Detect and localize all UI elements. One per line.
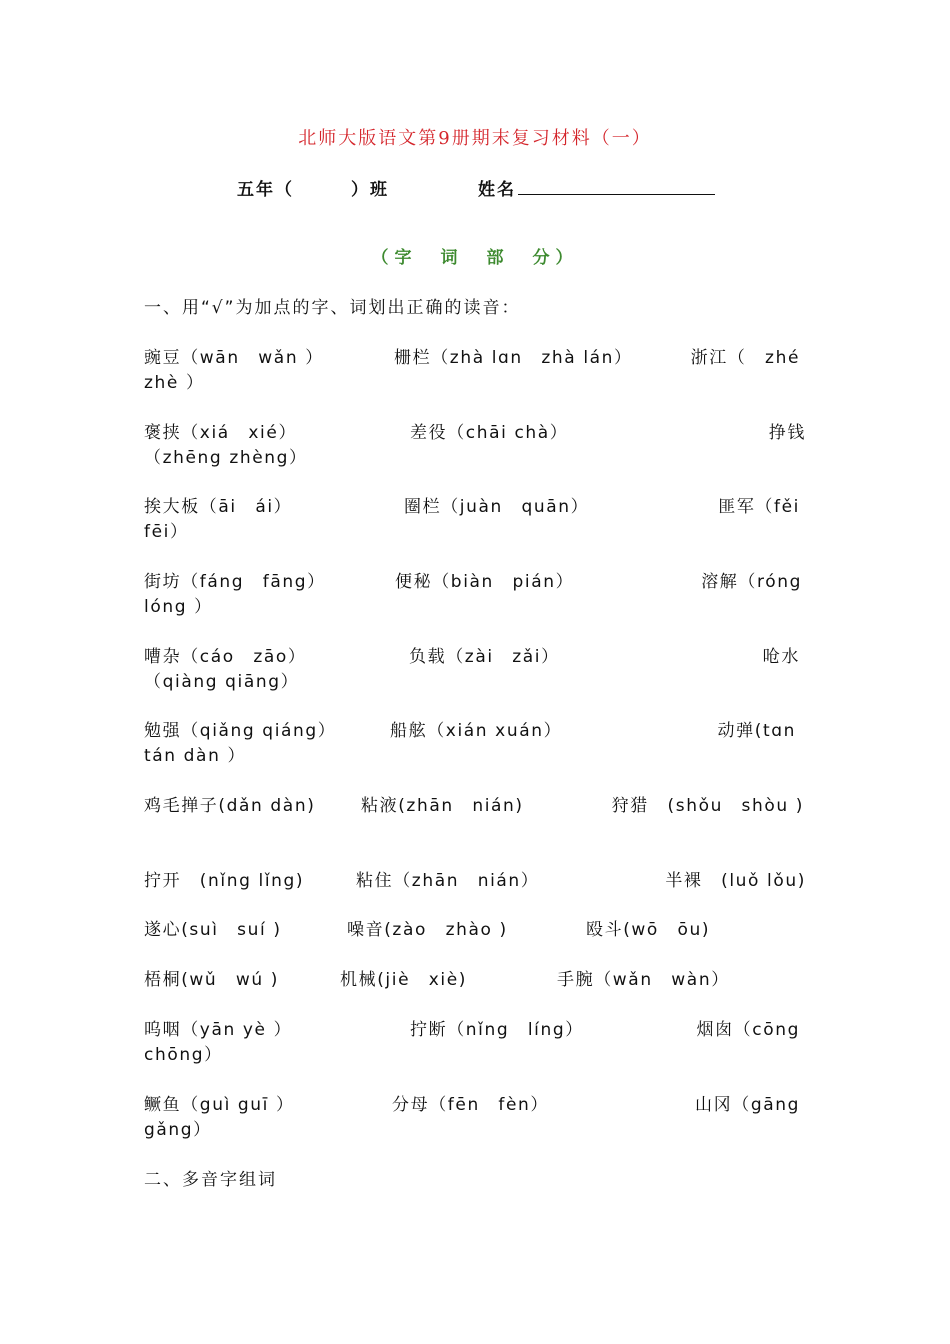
pinyin-item: 负载（zài zǎi） [409, 647, 560, 667]
pinyin-row [144, 492, 806, 518]
pinyin-row [144, 567, 806, 593]
pinyin-item: 褒挟（xiá xié） [144, 423, 298, 443]
pinyin-item: 船舷（xián xuán） [390, 721, 563, 741]
pinyin-item: 遂心(suì suí ) [144, 920, 282, 940]
pinyin-row [144, 343, 806, 369]
name-blank-line [518, 194, 715, 195]
pinyin-row [144, 791, 806, 817]
pinyin-item: 粘液(zhān nián) [361, 796, 524, 816]
pinyin-item: 机械(jiè xiè) [340, 970, 468, 990]
pinyin-item: 动弹(tɑn [717, 721, 796, 741]
question-2-heading: 二、多音字组词 [144, 1170, 277, 1190]
pinyin-item: 拧断（nǐng líng） [410, 1020, 584, 1040]
pinyin-item: 差役（chāi chà） [410, 423, 569, 443]
pinyin-row [144, 1090, 806, 1116]
pinyin-item: 便秘（biàn pián） [395, 572, 575, 592]
pinyin-item: 分母（fēn fèn） [392, 1095, 550, 1115]
pinyin-continuation: fēi） [144, 522, 189, 542]
pinyin-continuation: lóng ） [144, 597, 213, 617]
pinyin-item: 浙江（ zhé [690, 348, 800, 368]
pinyin-item: 街坊（fáng fāng） [144, 572, 326, 592]
pinyin-row [144, 866, 806, 892]
pinyin-row [144, 716, 806, 742]
document-title: 北师大版语文第9册期末复习材料（一） [298, 128, 652, 149]
pinyin-continuation: zhè ） [144, 373, 205, 393]
pinyin-item: 粘住（zhān nián） [356, 871, 540, 891]
pinyin-row [144, 418, 806, 444]
pinyin-item: 溶解（róng [701, 572, 802, 592]
pinyin-item: 手腕（wǎn wàn） [557, 970, 730, 990]
pinyin-continuation: tán dàn ） [144, 746, 247, 766]
pinyin-item: 狩猎 (shǒu shòu ) [611, 796, 804, 816]
pinyin-item: 挣钱 [768, 423, 806, 443]
pinyin-item: 拧开 (nǐng lǐng) [144, 871, 305, 891]
name-label: 姓名 [478, 180, 516, 200]
pinyin-item: 呛水 [762, 647, 800, 667]
pinyin-row [144, 965, 806, 991]
pinyin-item: 噪音(zào zhào ) [347, 920, 508, 940]
pinyin-item: 半裸 (luǒ lǒu) [665, 871, 806, 891]
pinyin-item: 挨大板（āi ái） [144, 497, 293, 517]
pinyin-item: 梧桐(wǔ wú ) [144, 970, 280, 990]
pinyin-item: 殴斗(wō ōu) [586, 920, 711, 940]
pinyin-continuation: chōng） [144, 1045, 223, 1065]
section-header: （字 词 部 分） [371, 248, 579, 268]
pinyin-item: 勉强（qiǎng qiáng） [144, 721, 337, 741]
grade-class-label: 五年（ ）班 [237, 180, 389, 200]
pinyin-continuation: （qiàng qiāng） [144, 672, 300, 692]
pinyin-row [144, 642, 806, 668]
pinyin-item: 嘈杂（cáo zāo） [144, 647, 307, 667]
pinyin-continuation: gǎng） [144, 1120, 212, 1140]
pinyin-item: 呜咽（yān yè ） [144, 1020, 293, 1040]
pinyin-item: 鳜鱼（guì guī ） [144, 1095, 295, 1115]
pinyin-item: 豌豆（wān wǎn ） [144, 348, 324, 368]
pinyin-item: 烟囱（cōng [696, 1020, 800, 1040]
question-1-heading: 一、用“√”为加点的字、词划出正确的读音： [144, 298, 521, 318]
pinyin-row [144, 1015, 806, 1041]
pinyin-continuation: （zhēng zhèng） [144, 448, 308, 468]
pinyin-item: 鸡毛掸子(dǎn dàn) [144, 796, 316, 816]
pinyin-row [144, 915, 806, 941]
pinyin-item: 匪军（fěi [718, 497, 800, 517]
pinyin-item: 山冈（gāng [695, 1095, 800, 1115]
pinyin-item: 圈栏（juàn quān） [404, 497, 590, 517]
pinyin-item: 栅栏（zhà lɑn zhà lán） [394, 348, 633, 368]
